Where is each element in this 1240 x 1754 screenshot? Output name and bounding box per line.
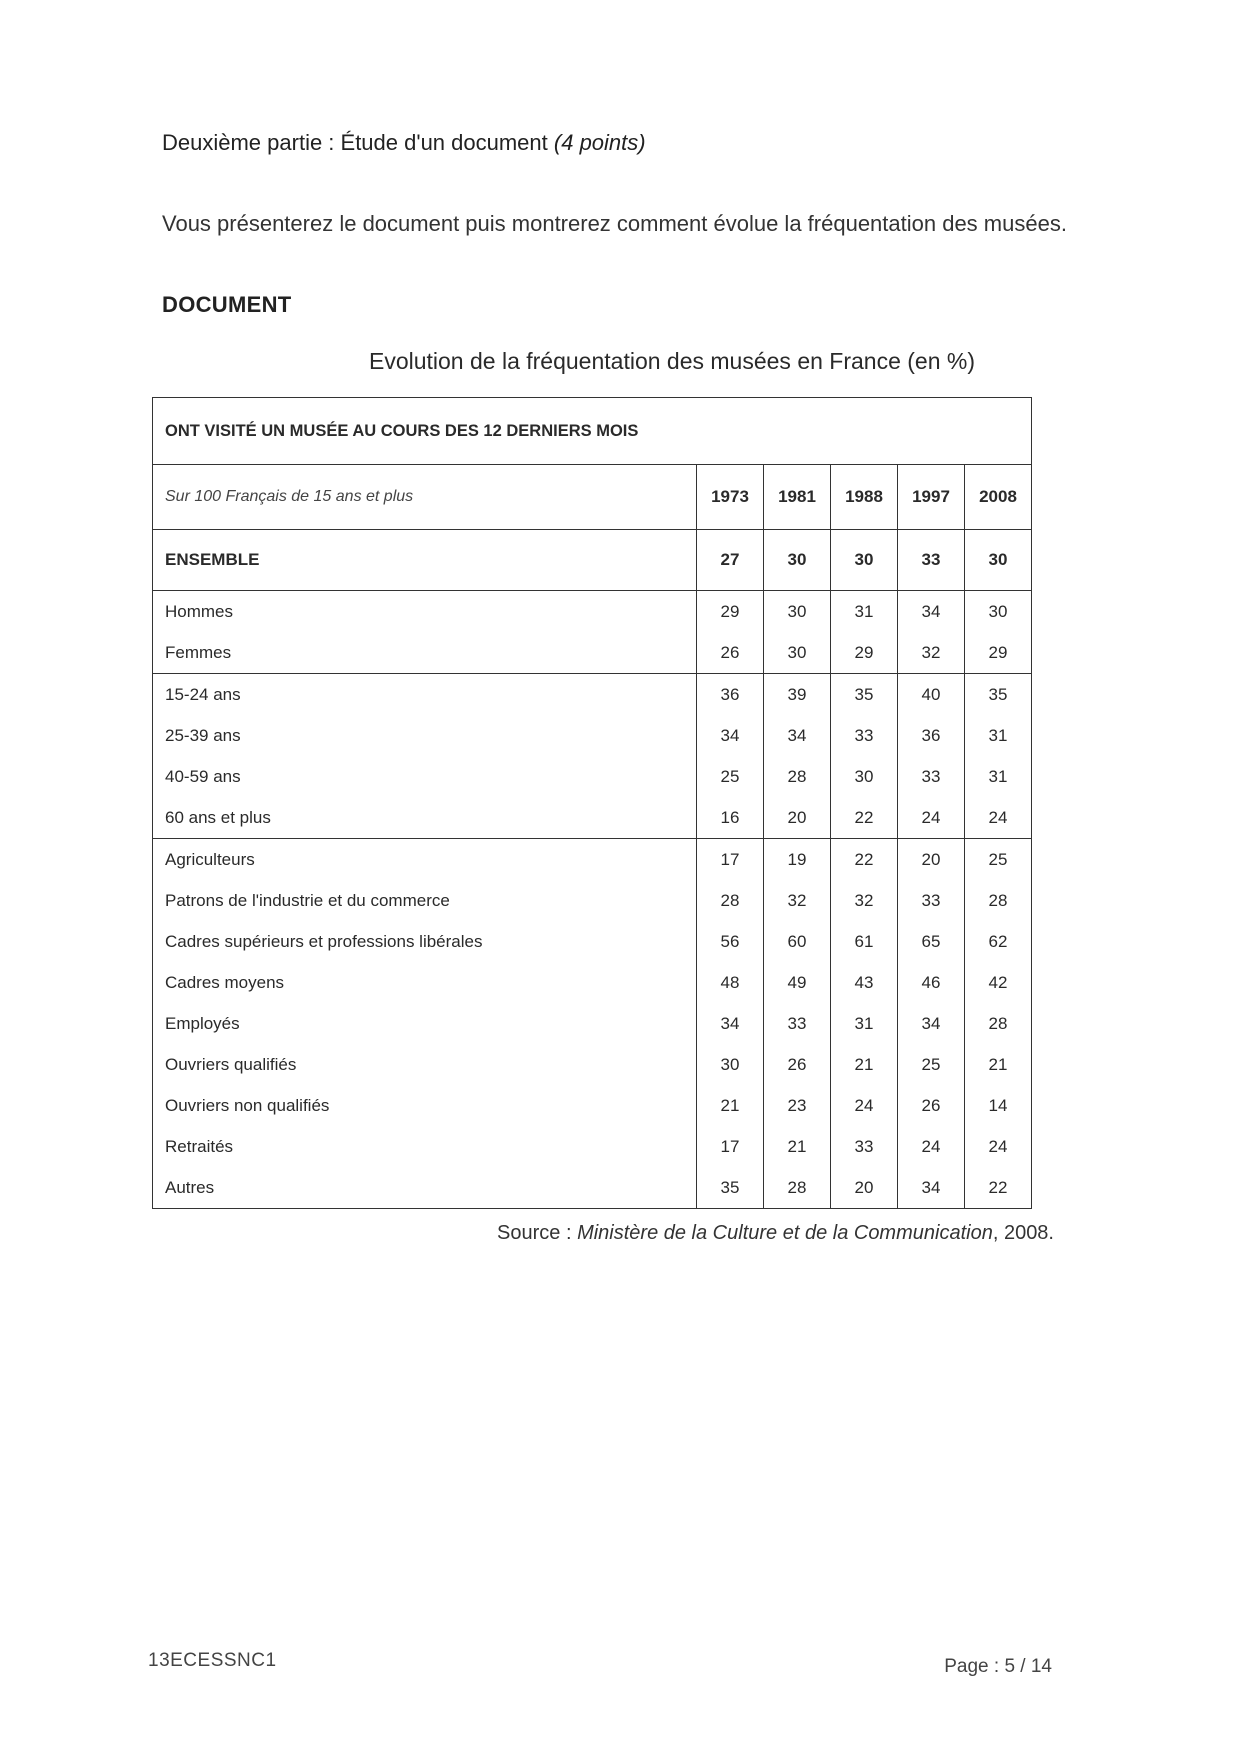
table-row <box>153 715 1032 756</box>
row-value: 24 <box>831 1085 898 1126</box>
row-value: 33 <box>898 880 965 921</box>
row-label: Patrons de l'industrie et du commerce <box>153 880 697 921</box>
row-label: Hommes <box>153 591 697 633</box>
row-label: Employés <box>153 1003 697 1044</box>
ensemble-value: 30 <box>764 530 831 591</box>
row-value: 36 <box>898 715 965 756</box>
row-value: 26 <box>764 1044 831 1085</box>
row-value: 22 <box>831 797 898 839</box>
row-value: 24 <box>965 797 1032 839</box>
row-value: 34 <box>697 715 764 756</box>
ensemble-value: 27 <box>697 530 764 591</box>
row-value: 16 <box>697 797 764 839</box>
footer-code: 13ECESSNC1 <box>148 1650 277 1671</box>
table-row <box>153 1085 1032 1126</box>
row-value: 40 <box>898 674 965 716</box>
source-year: , 2008. <box>992 1222 1054 1244</box>
year-header: 2008 <box>965 465 1032 530</box>
row-value: 30 <box>764 591 831 633</box>
row-value: 28 <box>965 1003 1032 1044</box>
row-value: 26 <box>898 1085 965 1126</box>
row-value: 24 <box>898 797 965 839</box>
row-value: 25 <box>898 1044 965 1085</box>
source-reference: Ministère de la Culture et de la Communication <box>577 1222 993 1244</box>
row-value: 19 <box>764 839 831 881</box>
year-header: 1988 <box>831 465 898 530</box>
year-header: 1997 <box>898 465 965 530</box>
row-value: 62 <box>965 921 1032 962</box>
row-value: 28 <box>965 880 1032 921</box>
row-label: Cadres supérieurs et professions libérales <box>153 921 697 962</box>
ensemble-row <box>153 530 1032 591</box>
row-value: 28 <box>764 1167 831 1209</box>
row-label: Autres <box>153 1167 697 1209</box>
row-label: 25-39 ans <box>153 715 697 756</box>
row-label: 60 ans et plus <box>153 797 697 839</box>
row-value: 28 <box>764 756 831 797</box>
row-value: 49 <box>764 962 831 1003</box>
row-value: 22 <box>965 1167 1032 1209</box>
table-row <box>153 962 1032 1003</box>
row-value: 14 <box>965 1085 1032 1126</box>
row-value: 25 <box>965 839 1032 881</box>
row-value: 61 <box>831 921 898 962</box>
row-value: 30 <box>965 591 1032 633</box>
row-label: Cadres moyens <box>153 962 697 1003</box>
row-value: 23 <box>764 1085 831 1126</box>
row-label: Retraités <box>153 1126 697 1167</box>
row-value: 33 <box>831 1126 898 1167</box>
table-title: Evolution de la fréquentation des musées en France (en %) <box>368 348 976 374</box>
row-value: 29 <box>831 632 898 674</box>
table-row <box>153 632 1032 674</box>
row-value: 42 <box>965 962 1032 1003</box>
ensemble-value: 30 <box>965 530 1032 591</box>
row-value: 21 <box>764 1126 831 1167</box>
table-row <box>153 1003 1032 1044</box>
row-value: 30 <box>764 632 831 674</box>
row-value: 65 <box>898 921 965 962</box>
row-value: 32 <box>898 632 965 674</box>
row-label: Femmes <box>153 632 697 674</box>
row-value: 48 <box>697 962 764 1003</box>
row-value: 28 <box>697 880 764 921</box>
source-citation <box>497 1222 1054 1245</box>
row-label: Ouvriers non qualifiés <box>153 1085 697 1126</box>
source-prefix: Source : <box>497 1222 572 1244</box>
row-value: 32 <box>831 880 898 921</box>
row-value: 30 <box>831 756 898 797</box>
table-row <box>153 797 1032 839</box>
row-value: 20 <box>898 839 965 881</box>
row-value: 32 <box>764 880 831 921</box>
row-value: 34 <box>898 1167 965 1209</box>
row-value: 21 <box>965 1044 1032 1085</box>
row-value: 21 <box>697 1085 764 1126</box>
row-value: 33 <box>898 756 965 797</box>
row-value: 17 <box>697 839 764 881</box>
document-label: DOCUMENT <box>162 292 292 317</box>
table-row <box>153 880 1032 921</box>
row-value: 56 <box>697 921 764 962</box>
section-points: (4 points) <box>553 130 646 155</box>
ensemble-value: 30 <box>831 530 898 591</box>
year-header: 1973 <box>697 465 764 530</box>
row-value: 33 <box>831 715 898 756</box>
row-value: 31 <box>831 591 898 633</box>
year-header: 1981 <box>764 465 831 530</box>
row-value: 36 <box>697 674 764 716</box>
table-row <box>153 756 1032 797</box>
row-value: 30 <box>697 1044 764 1085</box>
row-value: 26 <box>697 632 764 674</box>
row-value: 34 <box>898 591 965 633</box>
row-value: 31 <box>831 1003 898 1044</box>
row-value: 43 <box>831 962 898 1003</box>
table-subheader: Sur 100 Français de 15 ans et plus <box>153 465 697 530</box>
table-row <box>153 591 1032 633</box>
row-value: 34 <box>697 1003 764 1044</box>
table-row <box>153 674 1032 716</box>
table-row <box>153 839 1032 881</box>
row-value: 31 <box>965 715 1032 756</box>
row-value: 24 <box>898 1126 965 1167</box>
row-value: 34 <box>764 715 831 756</box>
frequentation-table <box>152 397 1032 1209</box>
table-row <box>153 1044 1032 1085</box>
row-value: 21 <box>831 1044 898 1085</box>
row-label: Ouvriers qualifiés <box>153 1044 697 1085</box>
row-value: 29 <box>697 591 764 633</box>
table-row <box>153 1167 1032 1209</box>
table-row <box>153 921 1032 962</box>
row-value: 39 <box>764 674 831 716</box>
row-value: 20 <box>831 1167 898 1209</box>
table-header: ONT VISITÉ UN MUSÉE AU COURS DES 12 DERNIERS MOIS <box>153 398 1032 465</box>
row-value: 31 <box>965 756 1032 797</box>
row-value: 24 <box>965 1126 1032 1167</box>
row-label: Agriculteurs <box>153 839 697 881</box>
table-row <box>153 1126 1032 1167</box>
row-value: 35 <box>697 1167 764 1209</box>
row-value: 35 <box>831 674 898 716</box>
ensemble-value: 33 <box>898 530 965 591</box>
section-heading <box>162 130 646 156</box>
row-label: 40-59 ans <box>153 756 697 797</box>
row-value: 17 <box>697 1126 764 1167</box>
row-value: 60 <box>764 921 831 962</box>
row-value: 25 <box>697 756 764 797</box>
row-value: 46 <box>898 962 965 1003</box>
row-value: 22 <box>831 839 898 881</box>
row-value: 33 <box>764 1003 831 1044</box>
row-value: 34 <box>898 1003 965 1044</box>
years-header-row <box>153 465 1032 530</box>
row-value: 20 <box>764 797 831 839</box>
section-heading-text: Deuxième partie : Étude d'un document <box>162 130 548 155</box>
page-number: Page : 5 / 14 <box>944 1656 1052 1677</box>
instruction-text: Vous présenterez le document puis montrerez comment évolue la fréquentation des musées. <box>162 211 1067 236</box>
row-label: 15-24 ans <box>153 674 697 716</box>
ensemble-label: ENSEMBLE <box>153 530 697 591</box>
row-value: 29 <box>965 632 1032 674</box>
row-value: 35 <box>965 674 1032 716</box>
